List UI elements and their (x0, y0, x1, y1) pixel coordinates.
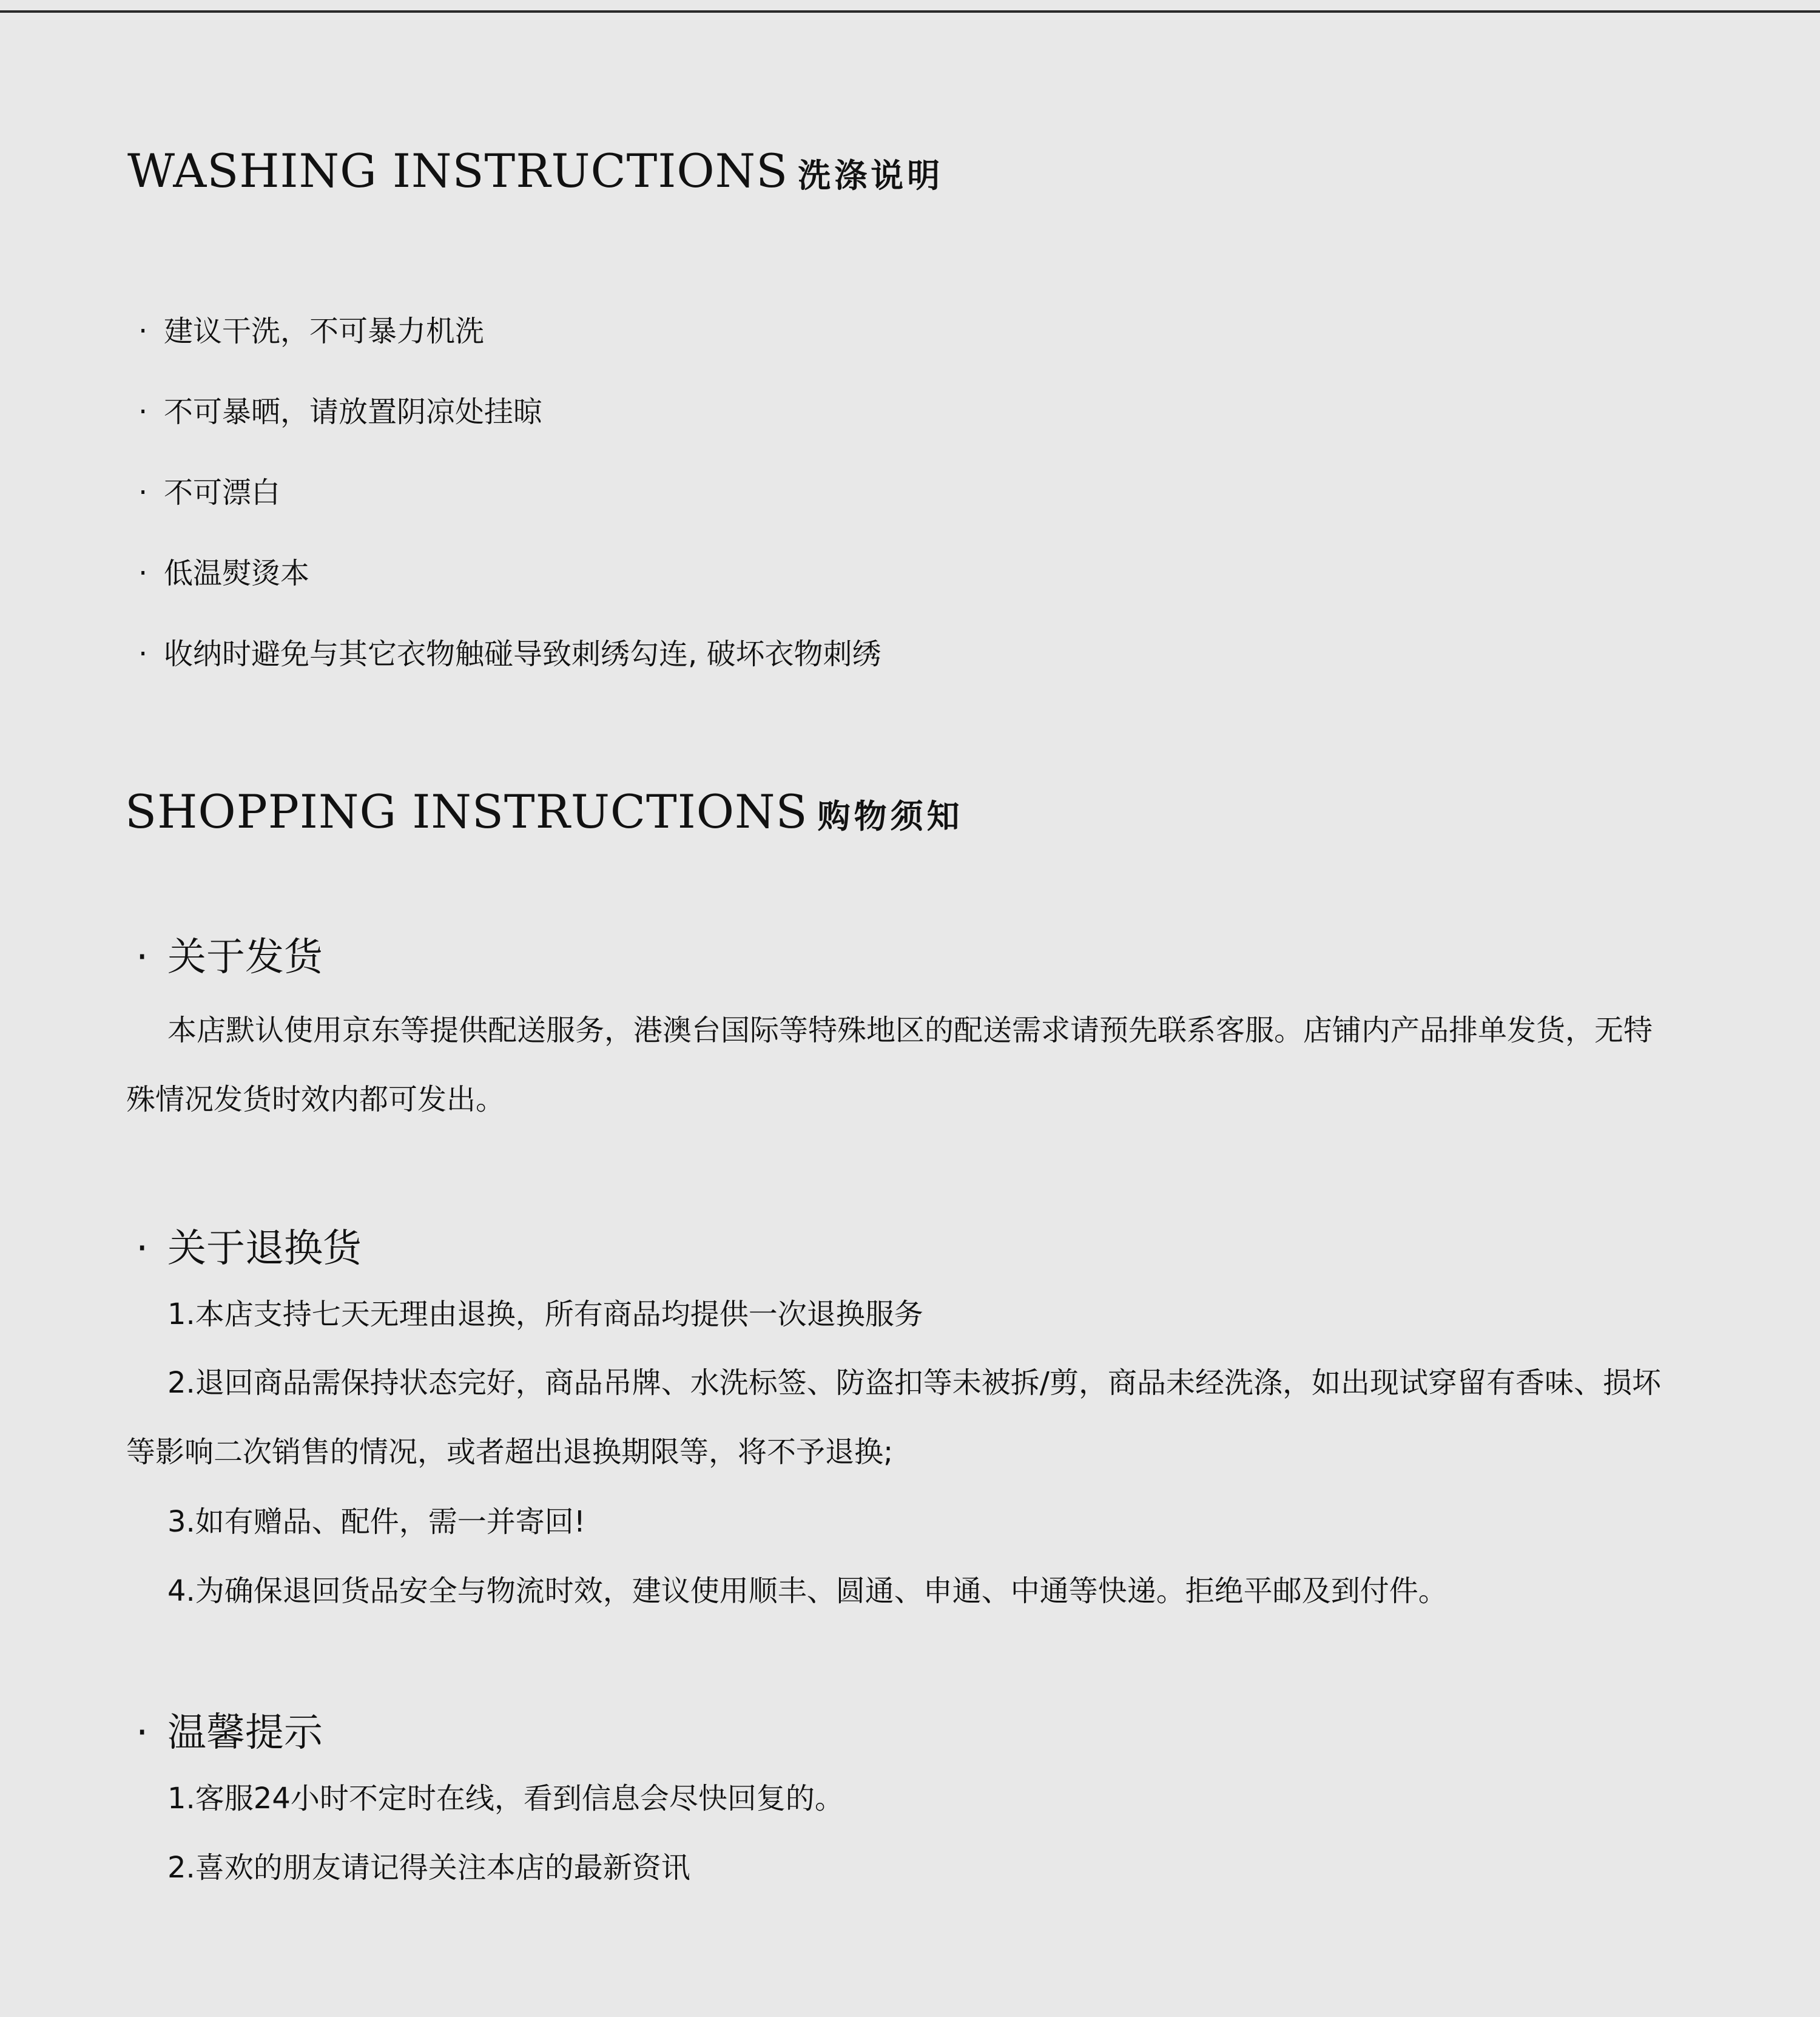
bullet-dot: · (138, 637, 148, 671)
bullet-dot: · (136, 1226, 149, 1271)
washing-title-cn: 洗涤说明 (798, 156, 944, 195)
bullet-dot: · (136, 935, 149, 980)
shipping-paragraph: 本店默认使用京东等提供配送服务，港澳台国际等特殊地区的配送需求请预先联系客服。店铺内产品排单发货，无特殊情况发货时效内都可发出。 (126, 1013, 1653, 1117)
washing-item-text: 不可暴晒，请放置阴凉处挂晾 (164, 395, 543, 429)
shipping-heading (136, 935, 323, 980)
washing-item (138, 637, 881, 671)
tips-heading (136, 1711, 323, 1755)
returns-heading-text: 关于退换货 (167, 1226, 362, 1271)
bullet-dot: · (138, 314, 148, 348)
tips-item-2: 2.喜欢的朋友请记得关注本店的最新资讯 (167, 1851, 690, 1885)
tips-item-1: 1.客服24小时不定时在线，看到信息会尽快回复的。 (167, 1782, 844, 1816)
washing-item (138, 397, 542, 427)
top-divider (0, 10, 1820, 13)
returns-heading (136, 1226, 362, 1271)
returns-item-4: 4.为确保退回货品安全与物流时效，建议使用顺丰、圆通、申通、中通等快递。拒绝平邮及到付件。 (167, 1574, 1448, 1608)
washing-item-text: 低温熨烫本 (164, 556, 310, 590)
tips-heading-text: 温馨提示 (167, 1711, 323, 1755)
shipping-heading-text: 关于发货 (167, 935, 323, 980)
returns-item-2: 2.退回商品需保持状态完好，商品吊牌、水洗标签、防盗扣等未被拆/剪，商品未经洗涤，如出现试穿留有香味、损坏等影响二次销售的情况，或者超出退换期限等，将不予退换; (126, 1366, 1661, 1469)
bullet-dot: · (138, 476, 148, 510)
washing-item (138, 556, 310, 590)
bullet-dot: · (138, 395, 148, 429)
shopping-title-cn: 购物须知 (817, 797, 963, 836)
washing-title-en: WASHING INSTRUCTIONS (127, 144, 789, 198)
washing-item-text: 不可漂白 (164, 476, 281, 510)
bullet-dot: · (138, 556, 148, 590)
washing-item (138, 476, 281, 510)
shopping-section-title (125, 785, 963, 839)
washing-item-text: 建议干洗，不可暴力机洗 (164, 314, 485, 348)
shopping-title-en: SHOPPING INSTRUCTIONS (125, 785, 808, 839)
washing-section-title (127, 144, 944, 198)
bullet-dot: · (136, 1711, 149, 1755)
returns-item-1: 1.本店支持七天无理由退换，所有商品均提供一次退换服务 (167, 1297, 923, 1331)
washing-item (138, 314, 485, 348)
washing-item-text: 收纳时避免与其它衣物触碰导致刺绣勾连, 破坏衣物刺绣 (164, 637, 881, 671)
returns-item-3: 3.如有赠品、配件，需一并寄回! (167, 1505, 586, 1539)
